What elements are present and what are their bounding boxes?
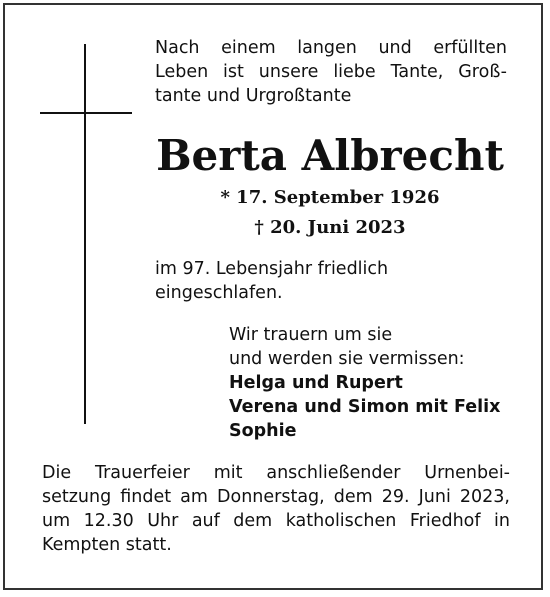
- mourner-name: Sophie: [229, 421, 297, 441]
- funeral-line: Kempten statt.: [42, 535, 172, 555]
- funeral-notice: [42, 461, 510, 557]
- mourner-name: Helga und Rupert: [229, 373, 403, 393]
- death-date: † 20. Juni 2023: [254, 217, 406, 238]
- passing-line: im 97. Lebensjahr friedlich: [155, 259, 389, 279]
- funeral-line: setzung findet am Donnerstag, dem 29. Juni 2023,: [42, 487, 510, 507]
- cross-vertical-bar: [84, 44, 86, 424]
- passing-text: [155, 257, 507, 305]
- birth-date: * 17. September 1926: [220, 187, 440, 208]
- intro-line: Leben ist unsere liebe Tante, Groß-: [155, 62, 507, 82]
- intro-line: Nach einem langen und erfüllten: [155, 38, 507, 58]
- passing-line: eingeschlafen.: [155, 283, 283, 303]
- cross-horizontal-bar: [40, 112, 132, 114]
- mourner-name: Verena und Simon mit Felix: [229, 397, 501, 417]
- mourners-line: und werden sie vermissen:: [229, 349, 465, 369]
- funeral-line: um 12.30 Uhr auf dem katholischen Friedhof in: [42, 511, 510, 531]
- mourners-line: Wir trauern um sie: [229, 325, 393, 345]
- intro-line: tante und Urgroßtante: [155, 86, 352, 106]
- intro-text: [155, 36, 507, 108]
- deceased-name: Berta Albrecht: [156, 131, 504, 180]
- funeral-line: Die Trauerfeier mit anschließender Urnenbei-: [42, 463, 510, 483]
- mourners-block: [229, 323, 514, 443]
